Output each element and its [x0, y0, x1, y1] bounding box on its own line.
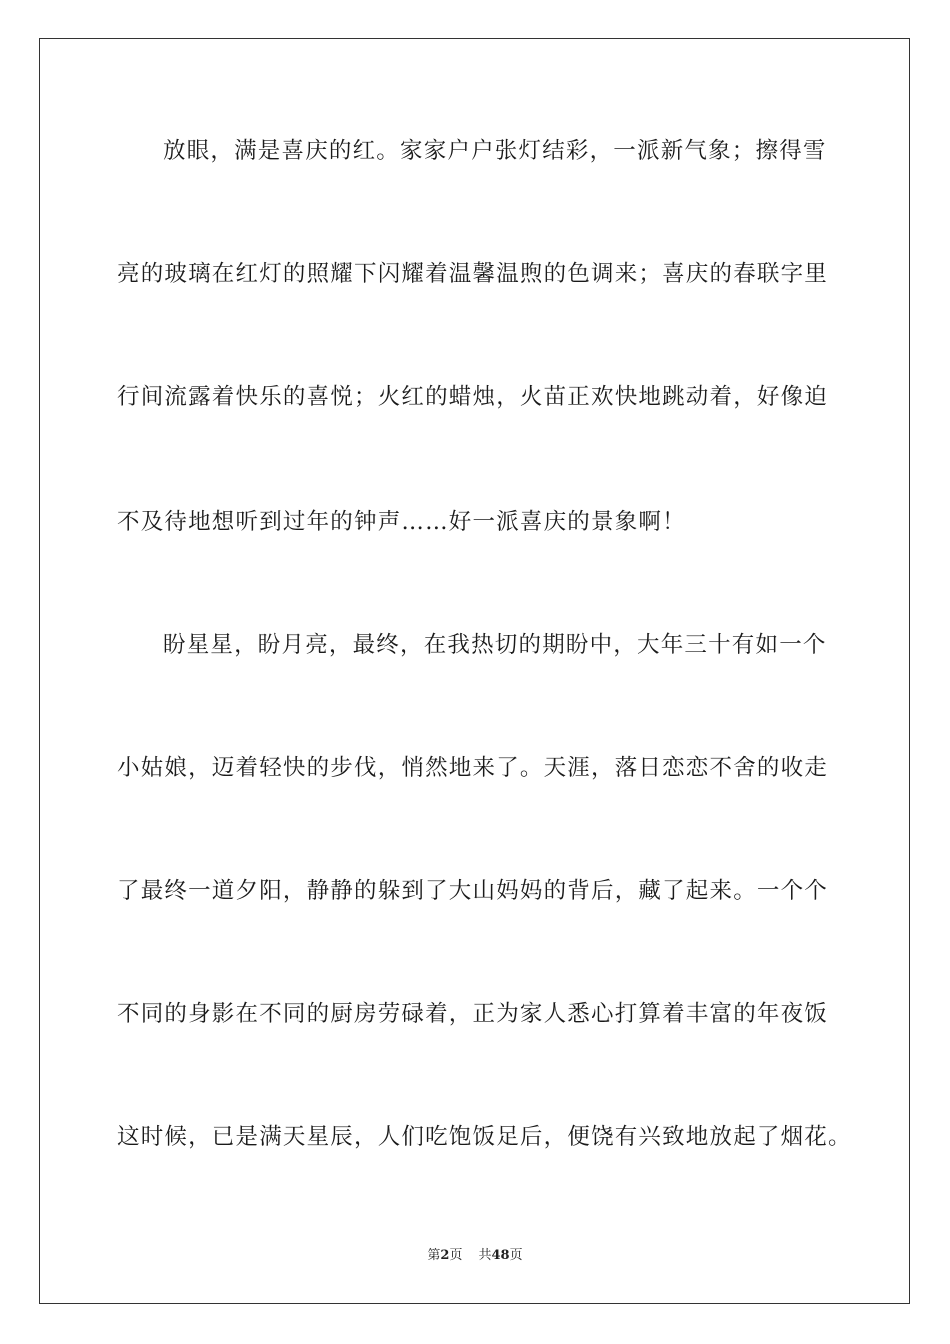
page-border [39, 38, 910, 1304]
page-suffix: 页 [449, 1248, 463, 1263]
page-footer [0, 1247, 950, 1265]
paragraph-2-line-5: 这时候，已是满天星辰，人们吃饱饭足后，便饶有兴致地放起了烟花。 [117, 1124, 852, 1150]
paragraph-1-line-1: 放眼，满是喜庆的红。家家户户张灯结彩，一派新气象；擦得雪 [163, 138, 827, 164]
page-number: 2 [440, 1248, 450, 1263]
paragraph-2-line-4: 不同的身影在不同的厨房劳碌着，正为家人悉心打算着丰富的年夜饭 [117, 1001, 829, 1027]
total-prefix: 共 [478, 1248, 492, 1263]
paragraph-1-line-3: 行间流露着快乐的喜悦；火红的蜡烛，火苗正欢快地跳动着，好像迫 [117, 384, 829, 410]
page-prefix: 第 [427, 1248, 441, 1263]
paragraph-1-line-2: 亮的玻璃在红灯的照耀下闪耀着温馨温煦的色调来；喜庆的春联字里 [117, 261, 829, 287]
total-suffix: 页 [509, 1248, 523, 1263]
paragraph-2-line-3: 了最终一道夕阳，静静的躲到了大山妈妈的背后，藏了起来。一个个 [117, 878, 829, 904]
total-pages: 48 [491, 1248, 510, 1263]
paragraph-2-line-1: 盼星星，盼月亮，最终，在我热切的期盼中，大年三十有如一个 [163, 632, 827, 658]
paragraph-2-line-2: 小姑娘，迈着轻快的步伐，悄然地来了。天涯，落日恋恋不舍的收走 [117, 755, 829, 781]
paragraph-1-line-4: 不及待地想听到过年的钟声……好一派喜庆的景象啊！ [117, 509, 686, 535]
